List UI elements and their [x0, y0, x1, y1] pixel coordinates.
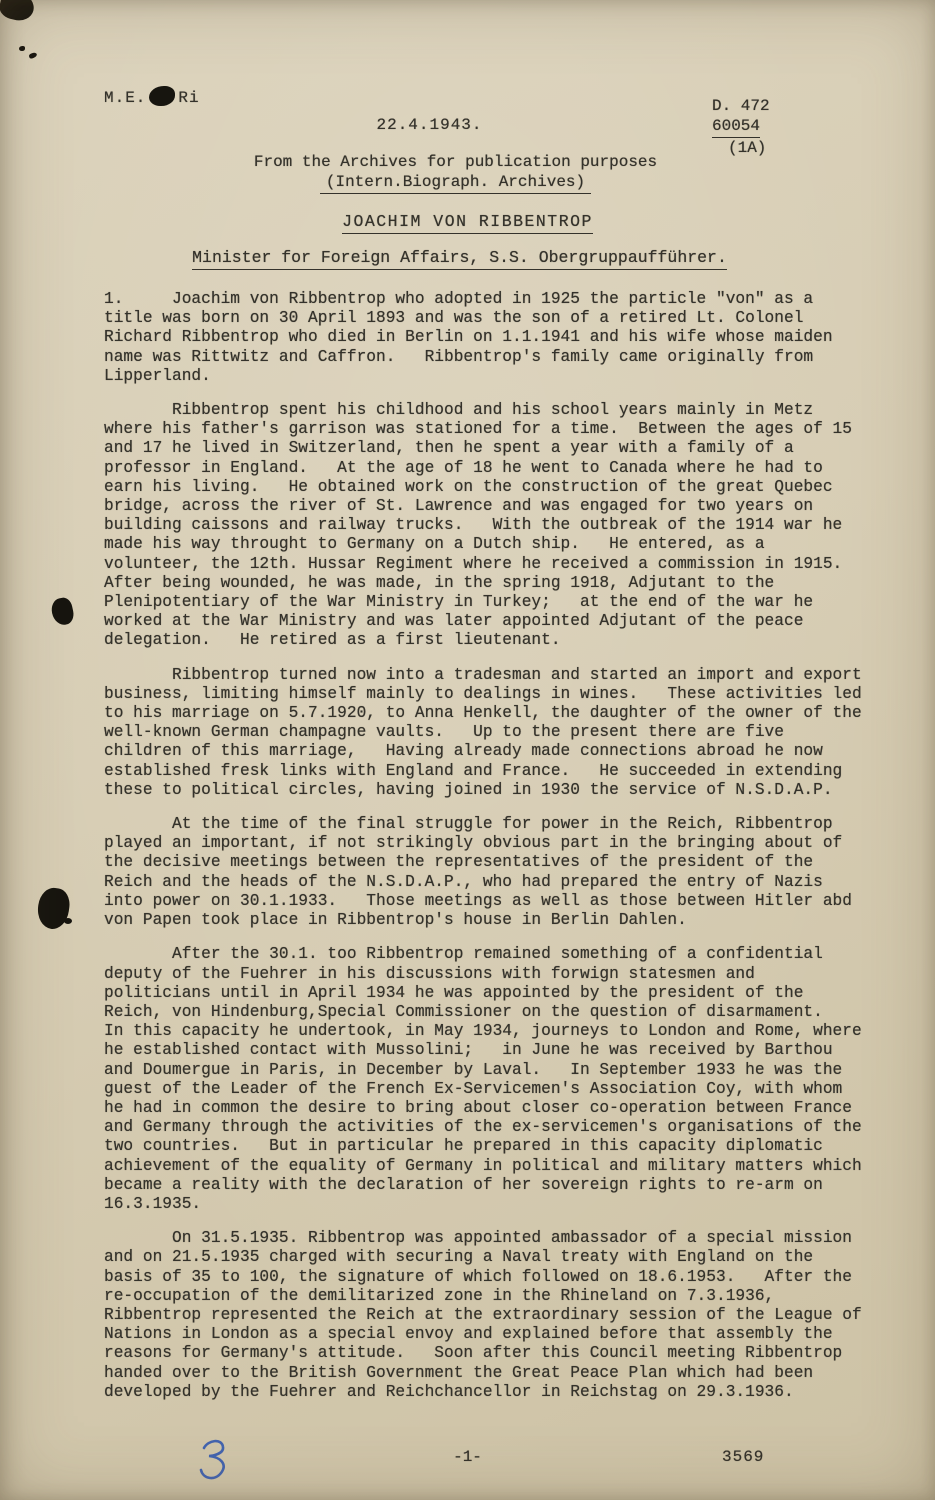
ink-speck-icon	[64, 918, 72, 924]
paragraph-1-text: Joachim von Ribbentrop who adopted in 1925 the particle "von" as a title was born on 30 April 1893 and was the son of a retired Lt. Colonel Richard Ribbentrop who died in Berlin on 1.1.1941 and his wife whose maiden name was Rittwitz and Caffron. Ribbentrop's family came originally from Lipperland.	[104, 290, 843, 385]
item-number: 1.	[104, 290, 124, 308]
ref-left-post: Ri	[178, 89, 200, 107]
source-line-2: (Intern.Biograph. Archives)	[320, 172, 591, 194]
source-line-2-row	[0, 172, 923, 194]
paragraph-5: After the 30.1. too Ribbentrop remained something of a confidential deputy of the Fuehrer in his discussions with forwign statesmen and politicians until in April 1934 he was appointed by the president of the Reich, von Hindenburg,Special Commissioner on the question of disarmament. In this capacity he undertook, in May 1934, journeys to London and Rome, where he established contact with Mussolini; in June he was received by Barthou and Doumergue in Paris, in December by Laval. In September 1933 he was the guest of the Leader of the French Ex-Servicemen's Association Coy, with whom he had in common the desire to bring about closer co-operation between France and Germany through the activities of the ex-servicemen's organisations of the two countries. But in particular he prepared in this capacity diplomatic achievement of the equality of Germany in political and military matters which became a reality with the declaration of her sovereign rights to re-arm on 16.3.1935.	[104, 945, 872, 1213]
paragraph-1	[104, 290, 862, 386]
source-line-1: From the Archives for publication purposes	[253, 153, 658, 171]
ink-blot-margin-upper-icon	[49, 596, 75, 627]
paragraph-3: Ribbentrop turned now into a tradesman and started an import and export business, limiting himself mainly to dealings in wines. These activities led to his marriage on 5.7.1920, to Anna Henkell, the daughter of the owner of the well-known German champagne vaults. Up to the present there are five children of this marriage, Having already made connections abroad he now established fresk links with England and France. He succeeded in extending these to political circles, having joined in 1930 the service of N.S.D.A.P.	[104, 665, 872, 799]
ink-blot-corner-icon	[0, 0, 37, 24]
page-number: -1-	[453, 1448, 482, 1466]
paragraph-4: At the time of the final struggle for power in the Reich, Ribbentrop played an important, if not strikingly obvious part in the bringing about of the decisive meetings between the representatives of the president of the Reich and the heads of the N.S.D.A.P., who had prepared the entry of Nazis into power on 30.1.1933. Those meetings as well as those between Hitler abd von Papen took place in Ribbentrop's house in Berlin Dahlen.	[104, 815, 862, 930]
file-number-row	[712, 116, 770, 138]
ink-speck-icon	[28, 52, 37, 59]
file-ref: D. 472	[712, 97, 770, 115]
ink-speck-icon	[19, 46, 25, 51]
ink-blot-overprint-icon	[149, 86, 175, 106]
document-subtitle: Minister for Foreign Affairs, S.S. Obergruppaufführer.	[0, 248, 927, 270]
document-title: JOACHIM VON RIBBENTROP	[0, 212, 935, 234]
ink-blot-margin-lower-icon	[35, 886, 71, 931]
archive-source-note	[0, 152, 923, 194]
paragraph-2: Ribbentrop spent his childhood and his school years mainly in Metz where his father's garrison was stationed for a time. Between the ages of 15 and 17 he lived in Switzerland, then he spent a year with a family of a professor in England. At the age of 18 he went to Canada where he had to earn his living. He obtained work on the construction of the great Quebec bridge, across the river of St. Lawrence and was engaged for two years on building caissons and railway trucks. With the outbreak of the 1914 war he made his way throught to Germany on a Dutch ship. He entered, as a volunteer, the 12th. Hussar Regiment where he received a commission in 1915. After being wounded, he was made, in the spring 1918, Adjutant to the Plenipotentiary of the War Ministry in Turkey; at the end of the war he worked at the War Ministry and was later appointed Adjutant of the peace delegation. He retired as a first lieutenant.	[104, 401, 872, 650]
document-date: 22.4.1943.	[376, 116, 483, 134]
paragraph-6: On 31.5.1935. Ribbentrop was appointed ambassador of a special mission and on 21.5.1935 charged with securing a Naval treaty with England on the basis of 35 to 100, the signature of which followed on 18.6.1953. After the re-occupation of the demilitarized zone in the Rhineland on 7.3.1936, Ribbentrop represented the Reich at the extraordinary session of the League of Nations in London as a special envoy and explained before that assembly the reasons for Germany's attitude. Soon after this Council meeting Ribbentrop handed over to the British Government the Great Peace Plan which had been developed by the Fuehrer and Reichchancellor in Reichstag on 29.3.1936.	[104, 1229, 872, 1401]
ref-left-pre: M.E.	[104, 89, 147, 107]
file-number: 60054	[712, 116, 760, 138]
file-sub-ref: (1A)	[728, 139, 767, 157]
header-reference-right	[712, 96, 770, 158]
document-body	[104, 290, 872, 1417]
document-number: 3569	[722, 1448, 765, 1466]
header-reference-left	[104, 86, 200, 107]
